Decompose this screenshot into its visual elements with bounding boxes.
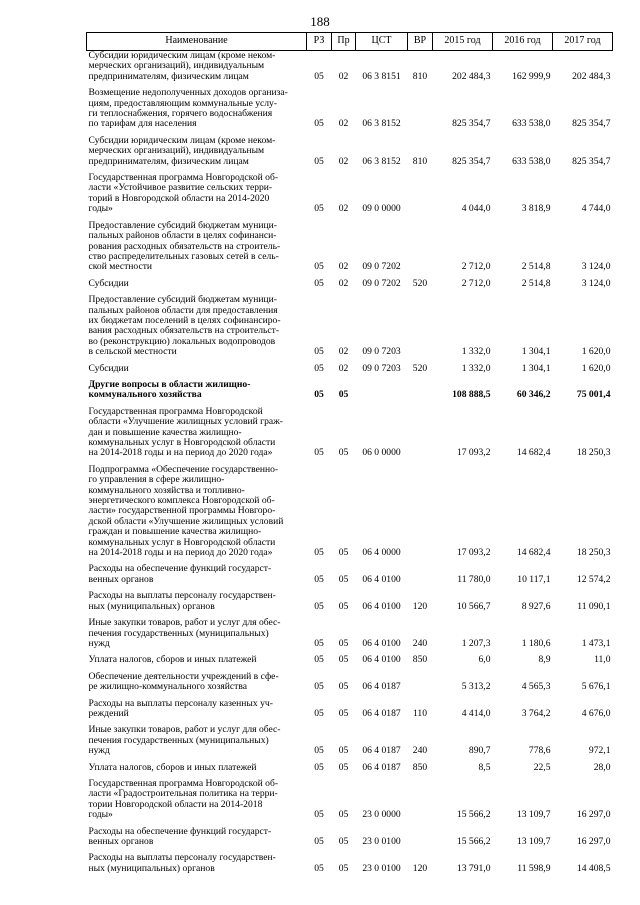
- row-2016: 3 818,9: [521, 203, 551, 215]
- row-pr: 05: [338, 654, 349, 666]
- row-pr: 05: [338, 637, 349, 649]
- row-2016: 778,6: [528, 745, 551, 757]
- row-2015: 10 566,7: [456, 600, 491, 612]
- row-cst: 06 3 8151: [362, 70, 401, 82]
- row-2015: 2 712,0: [461, 277, 491, 289]
- table-row: [87, 279, 613, 290]
- row-vr: 810: [412, 70, 428, 82]
- row-name: Расходы на обеспечение функций государст- венных органов: [88, 563, 272, 585]
- row-rz: 05: [314, 447, 324, 459]
- row-cst: 06 0 0000: [362, 447, 401, 459]
- row-rz: 05: [314, 203, 324, 215]
- row-name: Субсидии юридическим лицам (кроме неком- мерческих организаций), индивидуальным предпринимателям, физическим лицам: [88, 134, 276, 167]
- row-name: Другие вопросы в области жилищно- коммунального хозяйства: [88, 378, 251, 401]
- row-cst: 23 0 0100: [362, 836, 401, 847]
- row-2017: 18 250,3: [576, 447, 611, 459]
- row-pr: 02: [338, 346, 349, 358]
- table-body: [87, 51, 613, 881]
- table-row: [87, 364, 613, 375]
- row-vr: [408, 672, 433, 694]
- row-2015: 4 414,0: [461, 707, 491, 719]
- row-vr: [408, 779, 433, 822]
- row-2015: 17 093,2: [456, 447, 491, 459]
- table-row: [87, 465, 613, 560]
- row-2015: 5 313,2: [461, 681, 491, 693]
- row-rz: 05: [314, 261, 324, 273]
- table-row: [87, 618, 613, 650]
- header-vr: ВР: [408, 33, 433, 51]
- row-cst: 23 0 0000: [362, 809, 401, 821]
- table-row: [87, 136, 613, 168]
- row-2017: 3 124,0: [581, 277, 611, 289]
- header-2017: 2017 год: [553, 33, 613, 51]
- row-pr: 05: [338, 809, 349, 821]
- row-rz: 05: [314, 155, 324, 167]
- row-name: Субсидии: [88, 277, 129, 289]
- row-pr: 05: [338, 681, 349, 693]
- row-2016: 8,9: [538, 654, 551, 666]
- row-2015: 108 888,5: [452, 389, 491, 401]
- row-vr: [408, 564, 433, 586]
- row-2017: 1 620,0: [581, 362, 611, 374]
- row-2016: 11 598,9: [517, 862, 551, 874]
- row-name: Государственная программа Новгородской области «Улучшение жилищных условий граж- дан и повышение качества жилищно- коммунальных услуг в Новгородской области на 2014-2018 годы и на период до 2020 года»: [88, 405, 283, 459]
- table-row: [87, 407, 613, 460]
- row-2015: 1 207,3: [461, 637, 491, 649]
- row-2015: 8,5: [478, 761, 491, 773]
- row-2017: 4 676,0: [581, 707, 611, 719]
- row-2015: 1 332,0: [461, 362, 491, 374]
- budget-table: [86, 32, 613, 880]
- table-row: [87, 221, 613, 274]
- table-row: [87, 853, 613, 875]
- row-pr: 02: [338, 118, 349, 130]
- header-2016: 2016 год: [493, 33, 553, 51]
- row-spacer-cell: [87, 875, 613, 880]
- row-rz: 05: [314, 862, 324, 874]
- row-vr: 520: [412, 362, 428, 374]
- row-cst: 06 3 8152: [362, 118, 401, 130]
- row-vr: [408, 221, 433, 274]
- row-rz: 05: [314, 637, 324, 649]
- row-2015: 1 332,0: [461, 346, 491, 358]
- row-2017: 202 484,3: [572, 70, 611, 82]
- row-2016: 1 304,1: [521, 362, 551, 374]
- table-row: [87, 564, 613, 586]
- row-name: Расходы на выплаты персоналу государствен- ных (муниципальных) органов: [88, 590, 276, 612]
- row-vr: 240: [412, 637, 428, 649]
- row-rz: 05: [314, 118, 324, 130]
- row-2015: 4 044,0: [461, 203, 491, 215]
- row-2017: 5 676,1: [581, 681, 611, 693]
- row-pr: 05: [338, 745, 349, 757]
- table-header-row: [87, 33, 613, 51]
- row-rz: 05: [314, 573, 324, 585]
- row-2015: 825 354,7: [452, 118, 491, 130]
- row-2017: 16 297,0: [576, 809, 611, 821]
- row-2015: 15 566,2: [456, 809, 491, 821]
- row-vr: [408, 380, 433, 402]
- row-2017: 28,0: [593, 761, 611, 773]
- row-vr: 240: [412, 745, 428, 757]
- row-name: Обеспечение деятельности учреждений в сфе- ре жилищно-коммунального хозяйства: [88, 670, 279, 693]
- row-cst: 09 0 7202: [362, 261, 401, 273]
- row-2016: 2 514,8: [521, 277, 551, 289]
- row-cst: 06 4 0000: [362, 547, 401, 559]
- row-2017: 825 354,7: [572, 155, 611, 167]
- row-cst: 06 4 0100: [362, 600, 401, 612]
- row-2016: 8 927,6: [521, 600, 551, 612]
- row-cst: 09 0 7203: [362, 362, 401, 374]
- row-vr: 120: [412, 600, 428, 612]
- row-2017: 75 001,4: [576, 389, 611, 401]
- header-pr: Пр: [332, 33, 356, 51]
- row-vr: [408, 173, 433, 216]
- table-row: [87, 763, 613, 774]
- row-vr: 810: [412, 155, 428, 167]
- row-rz: 05: [314, 277, 324, 289]
- row-vr: 120: [412, 862, 428, 874]
- row-2016: 633 538,0: [512, 118, 551, 130]
- row-rz: 05: [314, 600, 324, 612]
- table-row: [87, 655, 613, 666]
- row-name: Уплата налогов, сборов и иных платежей: [88, 761, 257, 773]
- row-cst: 09 0 7203: [362, 346, 401, 358]
- row-2017: 18 250,3: [576, 547, 611, 559]
- row-vr: 520: [412, 277, 428, 289]
- row-name: Иные закупки товаров, работ и услуг для обес- печения государственных (муниципальных) нужд: [88, 617, 281, 649]
- row-2016: 13 109,7: [516, 836, 551, 847]
- row-2017: 14 408,5: [576, 862, 611, 874]
- row-pr: 02: [338, 155, 349, 167]
- row-rz: 05: [314, 547, 324, 559]
- row-pr: 05: [338, 862, 349, 874]
- row-rz: 05: [314, 745, 324, 757]
- row-name: Расходы на обеспечение функций государст- венных органов: [88, 825, 272, 847]
- row-name: Государственная программа Новгородской об- ласти «Устойчивое развитие сельских терри- торий в Новгородской области на 2014-2020 годы»: [88, 172, 279, 215]
- row-2017: 3 124,0: [581, 261, 611, 273]
- row-2017: 1 620,0: [581, 346, 611, 358]
- row-pr: 02: [338, 261, 349, 273]
- row-pr: 05: [338, 547, 349, 559]
- row-2017: 16 297,0: [576, 836, 611, 847]
- row-vr: [408, 88, 433, 131]
- row-2017: 1 473,1: [581, 637, 611, 649]
- row-2015: 202 484,3: [452, 70, 491, 82]
- row-2015: 6,0: [478, 654, 491, 666]
- row-name: Возмещение недополученных доходов организа- циям, предоставляющим коммунальные услу- ги теплоснабжения, горячего водоснабжения по тарифам для населения: [88, 87, 288, 130]
- row-cst: 09 0 0000: [362, 203, 401, 215]
- row-cst: 06 3 8152: [362, 155, 401, 167]
- table-row: [87, 672, 613, 694]
- row-2016: 3 764,2: [521, 707, 551, 719]
- row-name: Расходы на выплаты персоналу государствен- ных (муниципальных) органов: [88, 852, 276, 874]
- row-vr: 110: [412, 707, 428, 719]
- row-name: Расходы на выплаты персоналу казенных уч- реждений: [88, 697, 273, 719]
- table-row: [87, 827, 613, 849]
- row-2016: 2 514,8: [521, 261, 551, 273]
- row-2017: 825 354,7: [572, 118, 611, 130]
- page-number: 188: [310, 14, 330, 29]
- row-pr: 05: [338, 600, 349, 612]
- row-2016: 60 346,2: [516, 389, 551, 401]
- row-cst: 06 4 0187: [362, 761, 401, 773]
- header-rz: РЗ: [307, 33, 332, 51]
- row-rz: 05: [314, 681, 324, 693]
- row-cst: 06 4 0100: [362, 637, 401, 649]
- table-row: [87, 779, 613, 822]
- row-2016: 162 999,9: [512, 70, 551, 82]
- row-pr: 02: [338, 277, 349, 289]
- row-rz: 05: [314, 809, 324, 821]
- row-cst: 06 4 0187: [362, 681, 401, 693]
- row-rz: 05: [314, 707, 324, 719]
- row-name: Предоставление субсидий бюджетам муници- пальных районов области в целях софинанси- рования расходных обязательств на строитель- ство распределительных газовых сетей в сель- ской местности: [88, 219, 281, 273]
- row-rz: 05: [314, 70, 324, 82]
- table-row: [87, 699, 613, 721]
- table-row: [87, 88, 613, 131]
- row-2015: 13 791,0: [456, 862, 491, 874]
- row-2016: 1 180,6: [521, 637, 551, 649]
- row-rz: 05: [314, 346, 324, 358]
- row-2016: 14 682,4: [516, 447, 551, 459]
- header-cst: ЦСТ: [356, 33, 408, 51]
- row-cst: 06 4 0100: [362, 573, 401, 585]
- table-row: [87, 51, 613, 84]
- row-2015: 11 780,0: [457, 573, 491, 585]
- row-vr: [408, 295, 433, 358]
- row-2015: 890,7: [468, 745, 491, 757]
- row-rz: 05: [314, 761, 324, 773]
- row-2015: 17 093,2: [456, 547, 491, 559]
- row-cst: 09 0 7202: [362, 277, 401, 289]
- row-cst: 06 4 0100: [362, 654, 401, 666]
- row-2016: 1 304,1: [521, 346, 551, 358]
- row-pr: 02: [338, 362, 349, 374]
- table-row: [87, 591, 613, 613]
- row-2016: 13 109,7: [516, 809, 551, 821]
- table-row: [87, 295, 613, 358]
- row-name: Субсидии юридическим лицам (кроме неком- мерческих организаций), индивидуальным предпринимателям, физическим лицам: [88, 50, 276, 82]
- row-pr: 05: [338, 707, 349, 719]
- row-name: Подпрограмма «Обеспечение государственно- го управления в сфере жилищно- коммунального хозяйства и топливно- энергетического комплекса Новгородской об- ласти» государственной программы Новгоро- дской области «Улучшение жилищных условий граждан и повышение качества жилищно- коммунальных услуг в Новгородской области на 2014-2018 годы и на период до 2020 года»: [88, 463, 284, 559]
- row-2016: 10 117,1: [517, 573, 551, 585]
- row-rz: 05: [314, 389, 324, 401]
- row-cst: [356, 380, 408, 402]
- row-2015: 2 712,0: [461, 261, 491, 273]
- table-row: [87, 173, 613, 216]
- row-cst: 06 4 0187: [362, 745, 401, 757]
- table-row: [87, 725, 613, 757]
- row-pr: 02: [338, 70, 349, 82]
- row-vr: 850: [412, 654, 428, 666]
- row-2015: 15 566,2: [456, 836, 491, 847]
- row-rz: 05: [314, 362, 324, 374]
- row-pr: 05: [338, 447, 349, 459]
- row-cst: 23 0 0100: [362, 862, 401, 874]
- row-2017: 11 090,1: [577, 600, 611, 612]
- row-spacer: [87, 875, 613, 880]
- row-name: Уплата налогов, сборов и иных платежей: [88, 654, 257, 666]
- row-vr: [408, 465, 433, 560]
- row-2017: 11,0: [594, 654, 611, 666]
- row-2016: 4 565,3: [521, 681, 551, 693]
- row-name: Предоставление субсидий бюджетам муници- пальных районов области для предоставления их бюджетам поселений в целях софинансиро- вания расходных обязательств на строительст- во (реконструкцию) локальных водопроводов в сельской местности: [88, 294, 281, 358]
- row-name: Государственная программа Новгородской об- ласти «Градостроительная политика на терри- тории Новгородской области на 2014-2018 годы»: [88, 777, 279, 821]
- row-vr: [408, 407, 433, 460]
- table-row: [87, 380, 613, 402]
- row-rz: 05: [314, 654, 324, 666]
- row-vr: 850: [412, 761, 428, 773]
- row-vr: [408, 827, 433, 849]
- row-pr: 05: [338, 389, 349, 401]
- row-2016: 633 538,0: [512, 155, 551, 167]
- row-name: Субсидии: [88, 362, 129, 374]
- row-2016: 14 682,4: [516, 547, 551, 559]
- row-rz: 05: [314, 836, 324, 847]
- header-2015: 2015 год: [433, 33, 493, 51]
- row-cst: 06 4 0187: [362, 707, 401, 719]
- row-2015: 825 354,7: [452, 155, 491, 167]
- row-2016: 22,5: [533, 761, 551, 773]
- row-2017: 12 574,2: [576, 573, 611, 585]
- header-name: Наименование: [87, 33, 307, 51]
- row-pr: 05: [338, 836, 349, 847]
- row-pr: 05: [338, 573, 349, 585]
- row-2017: 4 744,0: [581, 203, 611, 215]
- row-name: Иные закупки товаров, работ и услуг для обес- печения государственных (муниципальных) нужд: [88, 724, 281, 757]
- row-pr: 02: [338, 203, 349, 215]
- row-pr: 05: [338, 761, 349, 773]
- row-2017: 972,1: [588, 745, 611, 757]
